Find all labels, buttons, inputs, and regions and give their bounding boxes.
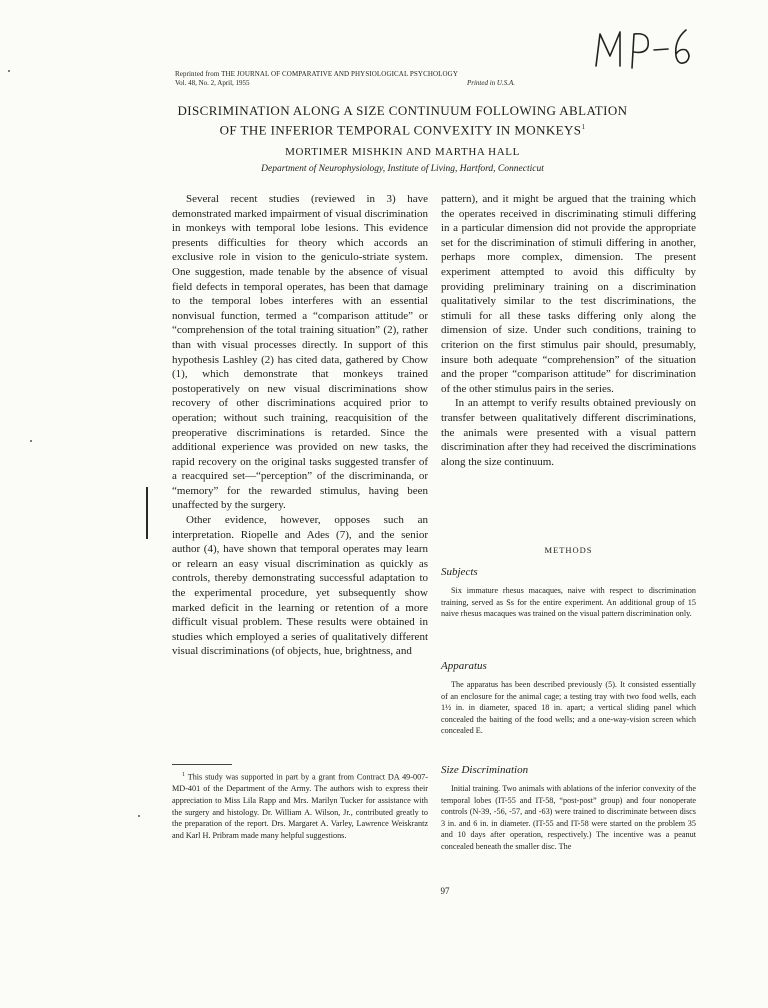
reprint-journal-line: Reprinted from THE JOURNAL OF COMPARATIVE AND PHYSIOLOGICAL PSYCHOLOGY bbox=[175, 70, 458, 78]
methods-heading: METHODS bbox=[544, 545, 593, 555]
authors: MORTIMER MISHKIN AND MARTHA HALL bbox=[285, 146, 520, 158]
page-number: 97 bbox=[440, 886, 450, 896]
affiliation: Department of Neurophysiology, Institute of Living, Hartford, Connecticut bbox=[261, 164, 544, 174]
size-discrimination-text: Initial training. Two animals with ablations of the inferior convexity of the temporal lobes (IT-55 and IT-58, “post-post” group) and four nonoperate controls (N-39, -56, -57, and -63) were trained to discriminate between discs 3 in. and 6 in. in diameter. (IT-55 and IT-58 were started on the problem 35 and 10 days after operation, respectively.) The incentive was a peanut concealed beneath the smaller disc. The bbox=[441, 784, 696, 851]
footnote-paragraph bbox=[172, 770, 428, 841]
size-discrimination-heading: Size Discrimination bbox=[441, 764, 529, 776]
title-line-1: DISCRIMINATION ALONG A SIZE CONTINUUM FOLLOWING ABLATION bbox=[177, 103, 628, 118]
subjects-heading: Subjects bbox=[441, 566, 478, 578]
title-footnote-mark: 1 bbox=[581, 123, 586, 131]
left-column bbox=[172, 192, 428, 659]
left-paragraph-2: Other evidence, however, opposes such an interpretation. Riopelle and Ades (7), and the senior author (4), have shown that temporal operates may learn or relearn an easy visual discrimination as quickly as controls, thereby demonstrating successful adaptation to the experimental procedure, yet subsequently show marked deficit in the learning or retention of a more difficult visual problem. These results were obtained in studies which employed a series of qualitatively different visual discriminations (of objects, hue, brightness, and bbox=[172, 514, 428, 658]
right-paragraph-1: pattern), and it might be argued that the training which the operates received in discriminating stimuli differing in a particular dimension did not provide the appropriate set for the discrimination of stimuli differing in another, perhaps more complex, dimension. The present experiment attempted to avoid this difficulty by providing preliminary training on a discrimination qualitatively similar to the test discriminations, the stimuli for all these tasks differing only along the dimension of size. Under such conditions, training to criterion on the first stimulus pair should, presumably, insure both adequate “comprehension” of the situation and the proper “comparison attitude” for discrimination of the other stimulus pairs in the series. bbox=[441, 193, 696, 395]
subjects-text: Six immature rhesus macaques, naive with respect to discrimination training, served as Ss for the entire experiment. An additional group of 15 naive rhesus macaques was trained on the visual pattern discrimination only. bbox=[441, 586, 696, 619]
reprint-volume-line bbox=[175, 79, 515, 88]
apparatus-text: The apparatus has been described previously (5). It consisted essentially of an enclosure for the animal cage; a testing tray with two food wells, each 1½ in. in diameter, spaced 18 in. apart; a vertical sliding panel which concealed the baiting of the food wells; and a one-way-vision screen which concealed E. bbox=[441, 680, 696, 736]
left-paragraph-1: Several recent studies (reviewed in 3) have demonstrated marked impairment of visual discrimination in monkeys with temporal lobe lesions. This evidence presents difficulties for theory which accords an exclusive role in vision to the geniculo-striate system. One suggestion, made tenable by the absence of visual field defects in temporal operates, has been that damage to the temporal lobes interferes with an essential nonvisual function, termed a “comparison attitude” or “comprehension of the total training situation” (2), rather than with visual processes directly. In support of this hypothesis Lashley (2) has cited data, gathered by Chow (1), which demonstrate that monkeys trained postoperatively on new visual discriminations show recovery of other discriminations acquired prior to operation; without such training, reacquisition of the preoperative discriminations is retarded. Since the additional experience was provided on new tasks, the rapid recovery on the original tasks suggested transfer of a reacquired set—“perception” of the discriminanda, or “memory” for the rewarded stimulus, having been unaffected by the surgery. bbox=[172, 193, 428, 512]
reprint-printed: Printed in U.S.A. bbox=[466, 79, 515, 87]
apparatus-heading: Apparatus bbox=[441, 660, 487, 672]
scan-speck bbox=[138, 815, 140, 817]
handwritten-annotation bbox=[590, 22, 700, 78]
subjects-text-block bbox=[441, 585, 696, 620]
right-column bbox=[441, 192, 696, 469]
paper-title bbox=[150, 103, 655, 138]
size-discrimination-text-block bbox=[441, 783, 696, 853]
right-paragraph-2: In an attempt to verify results obtained previously on transfer between qualitatively different discriminations, the animals were presented with a visual pattern discrimination after they had received the discriminations along the size continuum. bbox=[441, 397, 696, 468]
reprint-header bbox=[175, 70, 515, 88]
title-line-2-wrap bbox=[150, 119, 655, 138]
handwritten-mp6-drawing bbox=[590, 22, 700, 78]
footnote-mark: 1 bbox=[182, 772, 185, 778]
apparatus-text-block bbox=[441, 679, 696, 737]
footnote bbox=[172, 770, 428, 841]
scan-speck bbox=[8, 70, 10, 72]
title-line-2: OF THE INFERIOR TEMPORAL CONVEXITY IN MONKEYS bbox=[219, 122, 582, 138]
reprint-volume: Vol. 48, No. 2, April, 1955 bbox=[175, 79, 250, 87]
scan-speck bbox=[30, 440, 32, 442]
footnote-text: This study was supported in part by a grant from Contract DA 49-007-MD-401 of the Department of the Army. The authors wish to express their appreciation to Miss Lila Rapp and Mrs. Marilyn Tucker for assistance with the surgery and histology. Dr. William A. Wilson, Jr., contributed greatly to the preparation of the report. Drs. Margaret A. Varley, Lawrence Weiskrantz and Karl H. Pribram made many helpful suggestions. bbox=[172, 772, 429, 840]
footnote-rule bbox=[172, 764, 232, 765]
margin-bracket-mark bbox=[146, 487, 148, 539]
